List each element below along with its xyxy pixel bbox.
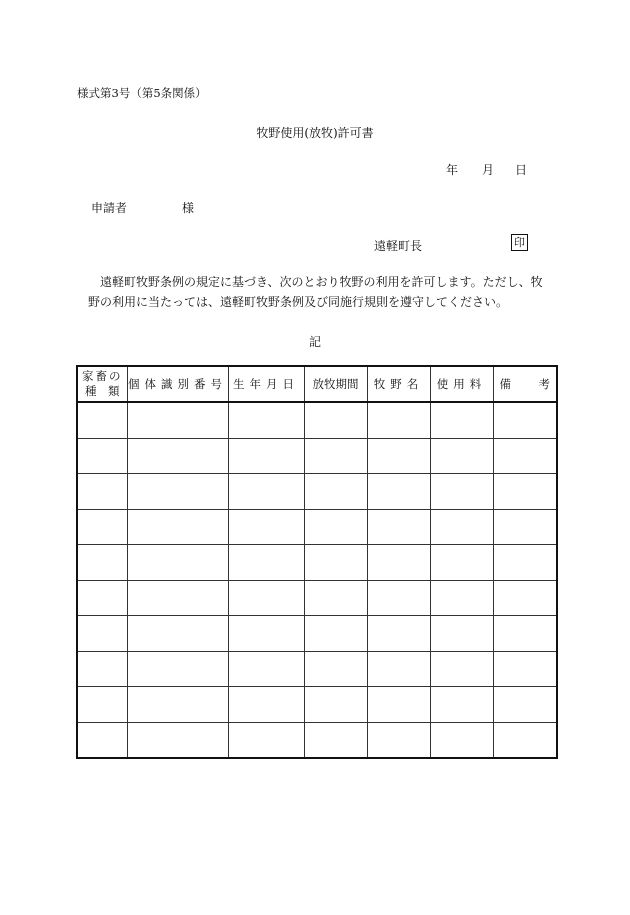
table-row [77,616,557,652]
table-cell [127,616,228,652]
table-cell [430,545,493,581]
date-year-label: 年 [446,163,459,177]
table-cell [228,474,304,510]
table-cell [430,509,493,545]
applicant-label: 申請者 [91,201,128,215]
table-cell [127,545,228,581]
table-cell [127,580,228,616]
table-cell [304,616,367,652]
table-row [77,580,557,616]
header-individual-id: 個体識別番号 [127,366,228,402]
table-cell [228,616,304,652]
table-cell [367,474,430,510]
form-number: 様式第3号（第5条関係） [77,86,207,100]
livestock-table [76,365,558,759]
table-cell [304,687,367,723]
permission-statement: 遠軽町牧野条例の規定に基づき、次のとおり牧野の利用を許可します。ただし、牧野の利用に当たっては、遠軽町牧野条例及び同施行規則を遵守してください。 [88,275,543,309]
table-cell [367,402,430,438]
table-cell [127,651,228,687]
table-cell [304,580,367,616]
table-cell [493,545,557,581]
date-day-label: 日 [515,163,528,177]
table-cell [304,722,367,758]
table-cell [430,687,493,723]
table-cell [127,438,228,474]
table-row [77,438,557,474]
header-livestock-line2: 種 類 [85,384,120,398]
table-cell [228,438,304,474]
table-cell [493,651,557,687]
table-cell [304,474,367,510]
table-cell [77,580,127,616]
table-cell [493,474,557,510]
table-cell [304,509,367,545]
table-cell [493,722,557,758]
table-cell [304,438,367,474]
table-body [77,402,557,758]
table-cell [493,438,557,474]
seal-mark: 印 [511,234,528,251]
table-cell [367,687,430,723]
table-cell [430,722,493,758]
table-cell [367,438,430,474]
table-cell [228,580,304,616]
table-cell [228,509,304,545]
table-cell [77,616,127,652]
table-cell [430,474,493,510]
table-row [77,509,557,545]
table-cell [367,722,430,758]
table-cell [367,509,430,545]
header-grazing-period: 放牧期間 [304,366,367,402]
table-cell [430,651,493,687]
table-cell [367,545,430,581]
table-row [77,474,557,510]
applicant-honorific: 様 [182,201,195,215]
table-cell [127,509,228,545]
table-cell [228,687,304,723]
table-cell [228,722,304,758]
table-cell [304,402,367,438]
table-cell [77,438,127,474]
table-cell [127,687,228,723]
table-cell [304,545,367,581]
header-remarks [493,366,557,402]
table-cell [77,722,127,758]
ki-heading: 記 [308,335,321,349]
table-row [77,545,557,581]
header-pasture-name: 牧野名 [367,366,430,402]
table-cell [430,402,493,438]
table-cell [228,402,304,438]
table-cell [493,402,557,438]
table-cell [228,545,304,581]
table-row [77,402,557,438]
table-cell [304,651,367,687]
table-cell [77,651,127,687]
header-livestock-type [77,366,127,402]
document-title: 牧野使用(放牧)許可書 [256,126,374,140]
table-cell [77,509,127,545]
table-row [77,722,557,758]
table-cell [493,580,557,616]
table-cell [493,509,557,545]
date-month-label: 月 [482,163,495,177]
table-cell [228,651,304,687]
header-livestock-line1: 家畜の [82,369,123,383]
table-cell [493,616,557,652]
table-cell [430,616,493,652]
header-usage-fee: 使用料 [430,366,493,402]
table-cell [77,402,127,438]
table-cell [77,687,127,723]
table-row [77,687,557,723]
table-row [77,651,557,687]
table-cell [367,580,430,616]
table-cell [367,616,430,652]
table-cell [493,687,557,723]
table-cell [127,474,228,510]
table-cell [77,474,127,510]
header-birth-date: 生年月日 [228,366,304,402]
table-cell [367,651,430,687]
table-header-row [77,366,557,402]
table-cell [430,438,493,474]
header-remarks-1: 備 [499,376,511,391]
header-remarks-2: 考 [538,376,550,391]
issuer-name: 遠軽町長 [374,239,423,253]
table-cell [77,545,127,581]
table-cell [127,722,228,758]
table-cell [127,402,228,438]
table-cell [430,580,493,616]
